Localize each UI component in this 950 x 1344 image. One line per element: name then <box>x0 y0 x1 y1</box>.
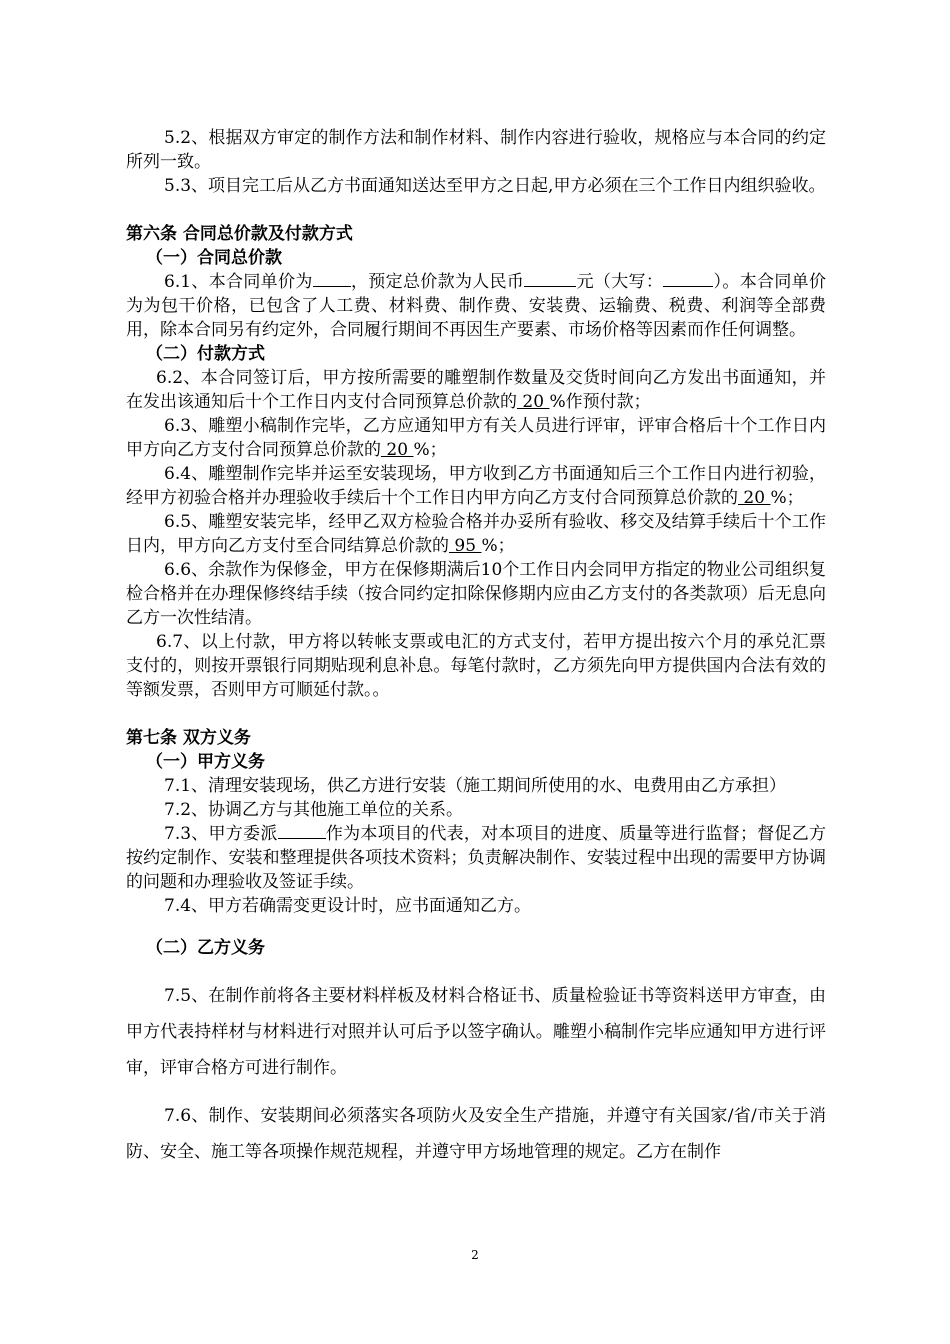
clause-6-7: 6.7、以上付款，甲方将以转帐支票或电汇的方式支付，若甲方提出按六个月的承兑汇票支付的，则按开票银行同期贴现利息补息。每笔付款时，乙方须先向甲方提供国内合法有效的等额发票，否则甲方可顺延付款。。 <box>126 632 826 700</box>
article-6-title: 第六条 合同总价款及付款方式 <box>126 224 353 244</box>
article-6-section-2: （二）付款方式 <box>146 344 265 364</box>
blank-representative <box>278 822 326 839</box>
clause-7-4: 7.4、甲方若确需变更设计时，应书面通知乙方。 <box>164 896 532 916</box>
clause-6-1: 6.1、本合同单价为 ，预定总价款为人民币 元（大写： ）。本合同单价为为包干价格，已包含了人工费、材料费、制作费、安装费、运输费、税费、利润等全部费用，除本合同另有约定外，合同履行期间不再因生产要素、市场价格等因素而作任何调整。 <box>126 272 827 340</box>
clause-7-1: 7.1、清理安装现场，供乙方进行安装（施工期间所使用的水、电费用由乙方承担） <box>164 776 787 796</box>
clause-5-3: 5.3、项目完工后从乙方书面通知送达至甲方之日起,甲方必须在三个工作日内组织验收。 <box>164 176 826 196</box>
clause-6-4: 6.4、雕塑制作完毕并运至安装现场，甲方收到乙方书面通知后三个工作日内进行初验，经甲方初验合格并办理验收手续后十个工作日内甲方向乙方支付合同预算总价款的 20 %； <box>126 464 826 508</box>
blank-total-price <box>524 270 576 287</box>
clause-7-5: 7.5、在制作前将各主要材料样板及材料合格证书、质量检验证书等资料送甲方审查，由甲方代表持样材与材料进行对照并认可后予以签字确认。雕塑小稿制作完毕应通知甲方进行评审，评审合格方可进行制作。 <box>126 986 826 1078</box>
clause-7-3: 7.3、甲方委派 作为本项目的代表，对本项目的进度、质量等进行监督；督促乙方按约定制作、安装和整理提供各项技术资料；负责解决制作、安装过程中出现的需要甲方协调的问题和办理验收及签证手续。 <box>126 824 826 892</box>
article-7-title: 第七条 双方义务 <box>126 728 251 748</box>
article-6-section-1: （一）合同总价款 <box>146 248 282 268</box>
document-body <box>126 126 826 1170</box>
clause-6-2: 6.2、本合同签订后，甲方按所需要的雕塑制作数量及交货时间向乙方发出书面通知，并在发出该通知后十个工作日内支付合同预算总价款的 20 %作预付款； <box>126 368 826 412</box>
clause-5-2: 5.2、根据双方审定的制作方法和制作材料、制作内容进行验收，规格应与本合同的约定所列一致。 <box>126 128 826 172</box>
clause-6-6: 6.6、余款作为保修金，甲方在保修期满后10个工作日内会同甲方指定的物业公司组织复检合格并在办理保修终结手续（按合同约定扣除保修期内应由乙方支付的各类款项）后无息向乙方一次性结清。 <box>126 560 826 628</box>
clause-6-5: 6.5、雕塑安装完毕，经甲乙双方检验合格并办妥所有验收、移交及结算手续后十个工作日内，甲方向乙方支付至合同结算总价款的 95 %； <box>126 512 826 556</box>
blank-total-price-words <box>663 270 713 287</box>
blank-unit-price <box>313 270 351 287</box>
clause-7-2: 7.2、协调乙方与其他施工单位的关系。 <box>164 800 464 820</box>
clause-6-3: 6.3、雕塑小稿制作完毕，乙方应通知甲方有关人员进行评审，评审合格后十个工作日内甲方向乙方支付合同预算总价款的 20 %； <box>126 416 826 460</box>
article-7-section-1: （一）甲方义务 <box>146 752 265 772</box>
clause-7-6: 7.6、制作、安装期间必须落实各项防火及安全生产措施，并遵守有关国家/省/市关于消防、安全、施工等各项操作规范规程，并遵守甲方场地管理的规定。乙方在制作 <box>126 1106 826 1162</box>
article-7-section-2: （二）乙方义务 <box>146 938 265 958</box>
page-number: 2 <box>471 1248 479 1262</box>
